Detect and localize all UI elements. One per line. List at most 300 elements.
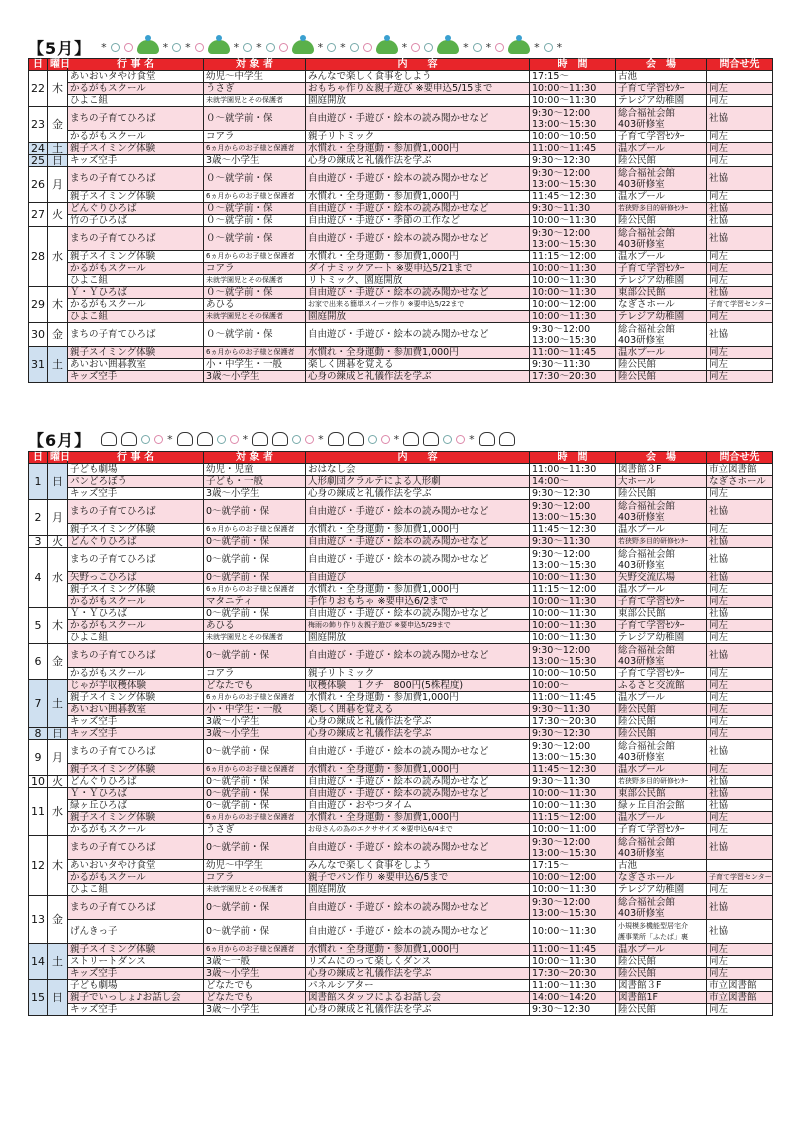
time-cell: 9:30～12:30 — [530, 1004, 616, 1016]
target-cell: ０～就学前・保 — [204, 227, 306, 251]
teru-bozu-icon — [499, 432, 515, 446]
time-cell: 10:00～11:30 — [530, 608, 616, 620]
venue-cell: 子育て学習ｾﾝﾀｰ — [616, 263, 707, 275]
event-name-cell: 親子スイミング体験 — [68, 347, 204, 359]
content-cell: リトミック、園庭開放 — [306, 275, 530, 287]
column-header: 時 間 — [530, 59, 616, 71]
target-cell: 0～就学前・保 — [204, 896, 306, 920]
event-name-cell: まちの子育てひろば — [68, 323, 204, 347]
contact-cell: 市立図書館 — [707, 992, 773, 1004]
table-row — [29, 584, 773, 596]
table-row — [29, 944, 773, 956]
column-header: 問合せ先 — [707, 452, 773, 464]
time-cell: 9:30～12:00 13:00～15:30 — [530, 323, 616, 347]
target-cell: ０～就学前・保 — [204, 167, 306, 191]
target-cell: 3歳～小学生 — [204, 1004, 306, 1016]
contact-cell: 社協 — [707, 500, 773, 524]
event-name-cell: 親子スイミング体験 — [68, 524, 204, 536]
time-cell: 9:30～12:30 — [530, 728, 616, 740]
content-cell: 水慣れ・全身運動・参加費1,000円 — [306, 251, 530, 263]
contact-cell: 社協 — [707, 323, 773, 347]
table-row — [29, 956, 773, 968]
time-cell: 9:30～11:30 — [530, 536, 616, 548]
content-cell: 水慣れ・全身運動・参加費1,000円 — [306, 944, 530, 956]
contact-cell: 同左 — [707, 311, 773, 323]
time-cell: 11:45～12:30 — [530, 764, 616, 776]
table-row — [29, 488, 773, 500]
event-name-cell: パンどろぼう — [68, 476, 204, 488]
venue-cell: 若狭野多目的研修ｾﾝﾀｰ — [616, 776, 707, 788]
content-cell: 親子リトミック — [306, 131, 530, 143]
event-name-cell: まちの子育てひろば — [68, 227, 204, 251]
day-cell: 23 — [29, 107, 48, 143]
target-cell: 6ヵ月からのお子様と保護者 — [204, 764, 306, 776]
day-cell: 24 — [29, 143, 48, 155]
event-name-cell: キッズ空手 — [68, 371, 204, 383]
target-cell: コアラ — [204, 872, 306, 884]
time-cell: 10:00～11:30 — [530, 632, 616, 644]
table-row — [29, 776, 773, 788]
venue-cell: 子育て学習ｾﾝﾀｰ — [616, 668, 707, 680]
content-cell: 自由遊び・手遊び・絵本の読み聞かせなど — [306, 836, 530, 860]
venue-cell: 古池 — [616, 71, 707, 83]
event-name-cell: キッズ空手 — [68, 1004, 204, 1016]
content-cell: 親子リトミック — [306, 668, 530, 680]
target-cell: 3歳～小学生 — [204, 968, 306, 980]
event-name-cell: Ｙ・Ｙひろば — [68, 608, 204, 620]
target-cell: 未就学園児とその保護者 — [204, 311, 306, 323]
event-name-cell: かるがもスクール — [68, 620, 204, 632]
table-row — [29, 764, 773, 776]
event-name-cell: かるがもスクール — [68, 596, 204, 608]
content-cell: 自由遊び・手遊び・絵本の読み聞かせなど — [306, 227, 530, 251]
kappa-icon — [292, 40, 314, 54]
weekday-cell: 日 — [48, 155, 68, 167]
target-cell: 6ヵ月からのお子様と保護者 — [204, 524, 306, 536]
event-name-cell: Ｙ・Ｙひろば — [68, 788, 204, 800]
time-cell: 9:30～12:00 13:00～15:30 — [530, 836, 616, 860]
content-cell: 自由遊び・手遊び・絵本の読み聞かせなど — [306, 644, 530, 668]
table-row — [29, 83, 773, 95]
target-cell: 0～就学前・保 — [204, 788, 306, 800]
contact-cell: 同左 — [707, 347, 773, 359]
weekday-cell: 土 — [48, 143, 68, 155]
teru-bozu-icon — [479, 432, 495, 446]
venue-cell: 陸公民館 — [616, 716, 707, 728]
table-row — [29, 836, 773, 860]
table-row — [29, 704, 773, 716]
content-cell: 水慣れ・全身運動・参加費1,000円 — [306, 764, 530, 776]
content-cell: 自由遊び・手遊び・絵本の読み聞かせなど — [306, 536, 530, 548]
weekday-cell: 火 — [48, 776, 68, 788]
weekday-cell: 月 — [48, 740, 68, 776]
target-cell: 6ヵ月からのお子様と保護者 — [204, 812, 306, 824]
content-cell: 自由遊び・手遊び・絵本の読み聞かせなど — [306, 608, 530, 620]
column-header: 内 容 — [306, 59, 530, 71]
time-cell: 17:15～ — [530, 860, 616, 872]
venue-cell: 総合福祉会館 403研修室 — [616, 323, 707, 347]
contact-cell: 同左 — [707, 371, 773, 383]
day-cell: 29 — [29, 287, 48, 323]
event-name-cell: 親子スイミング体験 — [68, 251, 204, 263]
content-cell: 心身の練成と礼儀作法を学ぶ — [306, 728, 530, 740]
venue-cell: 古池 — [616, 860, 707, 872]
table-row — [29, 860, 773, 872]
contact-cell: 社協 — [707, 836, 773, 860]
event-name-cell: かるがもスクール — [68, 83, 204, 95]
venue-cell: 総合福祉会館 403研修室 — [616, 167, 707, 191]
event-name-cell: かるがもスクール — [68, 131, 204, 143]
target-cell: どなたでも — [204, 980, 306, 992]
venue-cell: 矢野交流広場 — [616, 572, 707, 584]
time-cell: 9:30～12:00 13:00～15:30 — [530, 896, 616, 920]
table-row — [29, 95, 773, 107]
event-name-cell: どんぐりひろば — [68, 203, 204, 215]
contact-cell: 同左 — [707, 251, 773, 263]
table-row — [29, 800, 773, 812]
table-row — [29, 536, 773, 548]
venue-cell: 子育て学習ｾﾝﾀｰ — [616, 83, 707, 95]
event-name-cell: ストリートダンス — [68, 956, 204, 968]
time-cell: 9:30～12:00 13:00～15:30 — [530, 227, 616, 251]
target-cell: ０～就学前・保 — [204, 107, 306, 131]
event-name-cell: キッズ空手 — [68, 155, 204, 167]
june-schedule-table — [28, 451, 773, 1016]
teru-bozu-icon — [423, 432, 439, 446]
venue-cell: 温水プール — [616, 251, 707, 263]
table-row — [29, 608, 773, 620]
content-cell: 園庭開放 — [306, 311, 530, 323]
day-cell: 6 — [29, 644, 48, 680]
event-name-cell: かるがもスクール — [68, 824, 204, 836]
contact-cell: 社協 — [707, 740, 773, 764]
contact-cell — [707, 71, 773, 83]
content-cell: 水慣れ・全身運動・参加費1,000円 — [306, 692, 530, 704]
table-row — [29, 167, 773, 191]
time-cell: 17:30～20:30 — [530, 716, 616, 728]
time-cell: 17:30～20:30 — [530, 371, 616, 383]
venue-cell: 温水プール — [616, 584, 707, 596]
event-name-cell: げんきっ子 — [68, 920, 204, 944]
target-cell: 未就学園児とその保護者 — [204, 632, 306, 644]
target-cell: 小・中学生・一般 — [204, 704, 306, 716]
weekday-cell: 火 — [48, 536, 68, 548]
event-name-cell: あいおい囲碁教室 — [68, 359, 204, 371]
table-row — [29, 884, 773, 896]
content-cell: 自由遊び・手遊び・絵本の読み聞かせなど — [306, 107, 530, 131]
contact-cell: 同左 — [707, 692, 773, 704]
table-row — [29, 476, 773, 488]
venue-cell: 総合福祉会館 403研修室 — [616, 227, 707, 251]
content-cell: 園庭開放 — [306, 95, 530, 107]
weekday-cell: 金 — [48, 323, 68, 347]
time-cell: 10:00～12:00 — [530, 299, 616, 311]
contact-cell: 同左 — [707, 824, 773, 836]
contact-cell: 同左 — [707, 524, 773, 536]
content-cell: パネルシアター — [306, 980, 530, 992]
contact-cell: 社協 — [707, 107, 773, 131]
day-cell: 14 — [29, 944, 48, 980]
target-cell: 未就学園児とその保護者 — [204, 95, 306, 107]
weekday-cell: 金 — [48, 107, 68, 143]
contact-cell: 社協 — [707, 572, 773, 584]
weekday-cell: 日 — [48, 728, 68, 740]
content-cell: おもちゃ作り＆親子遊び ※要申込5/15まで — [306, 83, 530, 95]
day-cell: 31 — [29, 347, 48, 383]
time-cell: 11:00～11:30 — [530, 464, 616, 476]
venue-cell: 子育て学習ｾﾝﾀｰ — [616, 824, 707, 836]
venue-cell: 図書館３F — [616, 464, 707, 476]
target-cell: ０～就学前・保 — [204, 323, 306, 347]
table-row — [29, 728, 773, 740]
weekday-cell: 土 — [48, 347, 68, 383]
time-cell: 14:00～14:20 — [530, 992, 616, 1004]
event-name-cell: まちの子育てひろば — [68, 500, 204, 524]
teru-bozu-icon — [403, 432, 419, 446]
venue-cell: 総合福祉会館 403研修室 — [616, 548, 707, 572]
target-cell: 6ヵ月からのお子様と保護者 — [204, 944, 306, 956]
contact-cell: 同左 — [707, 884, 773, 896]
event-name-cell: まちの子育てひろば — [68, 644, 204, 668]
content-cell: 手作りおもちゃ ※要申込6/2まで — [306, 596, 530, 608]
event-name-cell: ひよこ組 — [68, 884, 204, 896]
event-name-cell: ひよこ組 — [68, 275, 204, 287]
time-cell: 9:30～12:00 13:00～15:30 — [530, 107, 616, 131]
column-header: 時 間 — [530, 452, 616, 464]
column-header: 対 象 者 — [204, 59, 306, 71]
weekday-cell: 月 — [48, 500, 68, 536]
target-cell: 幼児・児童 — [204, 464, 306, 476]
content-cell: 自由遊び・手遊び・絵本の読み聞かせなど — [306, 896, 530, 920]
venue-cell: 陸公民館 — [616, 155, 707, 167]
target-cell: 幼児～中学生 — [204, 860, 306, 872]
target-cell: 3歳～小学生 — [204, 488, 306, 500]
time-cell: 10:00～11:30 — [530, 311, 616, 323]
contact-cell: 同左 — [707, 155, 773, 167]
venue-cell: テレジア幼稚園 — [616, 632, 707, 644]
event-name-cell: かるがもスクール — [68, 263, 204, 275]
venue-cell: 総合福祉会館 403研修室 — [616, 644, 707, 668]
contact-cell: 同左 — [707, 632, 773, 644]
content-cell: 梅雨の飾り作り＆親子遊び ※要申込5/29まで — [306, 620, 530, 632]
venue-cell: 温水プール — [616, 692, 707, 704]
target-cell: 6ヵ月からのお子様と保護者 — [204, 191, 306, 203]
target-cell: 0～就学前・保 — [204, 644, 306, 668]
target-cell: ０～就学前・保 — [204, 287, 306, 299]
event-name-cell: 親子スイミング体験 — [68, 764, 204, 776]
content-cell: 心身の練成と礼儀作法を学ぶ — [306, 371, 530, 383]
target-cell: 6ヵ月からのお子様と保護者 — [204, 251, 306, 263]
time-cell: 11:00～11:45 — [530, 347, 616, 359]
contact-cell: 同左 — [707, 812, 773, 824]
venue-cell: 総合福祉会館 403研修室 — [616, 740, 707, 764]
column-header: 会 場 — [616, 59, 707, 71]
time-cell: 10:00～11:30 — [530, 263, 616, 275]
content-cell: 水慣れ・全身運動・参加費1,000円 — [306, 143, 530, 155]
day-cell: 8 — [29, 728, 48, 740]
event-name-cell: あいおいタやけ食堂 — [68, 71, 204, 83]
table-row — [29, 191, 773, 203]
kappa-icon — [437, 40, 459, 54]
content-cell: 心身の練成と礼儀作法を学ぶ — [306, 1004, 530, 1016]
day-cell: 5 — [29, 608, 48, 644]
target-cell: 6ヵ月からのお子様と保護者 — [204, 143, 306, 155]
event-name-cell: まちの子育てひろば — [68, 740, 204, 764]
contact-cell: 同左 — [707, 143, 773, 155]
time-cell: 10:00～11:30 — [530, 83, 616, 95]
venue-cell: 東部公民館 — [616, 287, 707, 299]
table-row — [29, 668, 773, 680]
event-name-cell: まちの子育てひろば — [68, 107, 204, 131]
day-cell: 12 — [29, 836, 48, 896]
time-cell: 10:00～11:30 — [530, 920, 616, 944]
may-decoration: * * * * * * * * * * * * — [101, 40, 563, 54]
content-cell: 図書館スタッフによるお話し会 — [306, 992, 530, 1004]
time-cell: 9:30～12:30 — [530, 155, 616, 167]
contact-cell: 同左 — [707, 263, 773, 275]
table-row — [29, 692, 773, 704]
table-row — [29, 464, 773, 476]
table-row — [29, 215, 773, 227]
venue-cell: 陸公民館 — [616, 359, 707, 371]
kappa-icon — [137, 40, 159, 54]
table-row — [29, 107, 773, 131]
teru-bozu-icon — [252, 432, 268, 446]
table-row — [29, 347, 773, 359]
contact-cell — [707, 860, 773, 872]
table-row — [29, 716, 773, 728]
venue-cell: 陸公民館 — [616, 1004, 707, 1016]
venue-cell: テレジア幼稚園 — [616, 95, 707, 107]
contact-cell: 社協 — [707, 776, 773, 788]
venue-cell: 温水プール — [616, 812, 707, 824]
event-name-cell: かるがもスクール — [68, 299, 204, 311]
time-cell: 9:30～11:30 — [530, 776, 616, 788]
venue-cell: ふるさと交流館 — [616, 680, 707, 692]
venue-cell: 緑ヶ丘自治会館 — [616, 800, 707, 812]
target-cell: ０～就学前・保 — [204, 203, 306, 215]
column-header: 行 事 名 — [68, 452, 204, 464]
june-header — [28, 428, 515, 450]
venue-cell: テレジア幼稚園 — [616, 311, 707, 323]
weekday-cell: 水 — [48, 788, 68, 836]
weekday-cell: 木 — [48, 836, 68, 896]
venue-cell: 大ホール — [616, 476, 707, 488]
venue-cell: 陸公民館 — [616, 956, 707, 968]
event-name-cell: まちの子育てひろば — [68, 836, 204, 860]
content-cell: リズムにのって楽しくダンス — [306, 956, 530, 968]
time-cell: 9:30～12:30 — [530, 488, 616, 500]
time-cell: 10:00～11:30 — [530, 884, 616, 896]
target-cell: 未就学園児とその保護者 — [204, 275, 306, 287]
table-row — [29, 980, 773, 992]
time-cell: 10:00～11:30 — [530, 572, 616, 584]
contact-cell: 子育て学習センター — [707, 872, 773, 884]
time-cell: 10:00～11:30 — [530, 956, 616, 968]
contact-cell: 社協 — [707, 536, 773, 548]
column-header: 曜日 — [48, 59, 68, 71]
time-cell: 9:30～12:00 13:00～15:30 — [530, 644, 616, 668]
time-cell: 10:00～ — [530, 680, 616, 692]
content-cell: 自由遊び・手遊び・季節の工作など — [306, 215, 530, 227]
time-cell: 11:15～12:00 — [530, 584, 616, 596]
table-row — [29, 299, 773, 311]
event-name-cell: 竹の子ひろば — [68, 215, 204, 227]
day-cell: 15 — [29, 980, 48, 1016]
weekday-cell: 土 — [48, 680, 68, 728]
content-cell: 園庭開放 — [306, 632, 530, 644]
day-cell: 10 — [29, 776, 48, 788]
table-row — [29, 71, 773, 83]
target-cell: あひる — [204, 620, 306, 632]
target-cell: 幼児～中学生 — [204, 71, 306, 83]
event-name-cell: かるがもスクール — [68, 668, 204, 680]
may-header — [28, 36, 562, 58]
table-row — [29, 371, 773, 383]
content-cell: 水慣れ・全身運動・参加費1,000円 — [306, 191, 530, 203]
content-cell: 自由遊び・手遊び・絵本の読み聞かせなど — [306, 167, 530, 191]
time-cell: 10:00～11:30 — [530, 275, 616, 287]
event-name-cell: 親子スイミング体験 — [68, 692, 204, 704]
june-decoration: * * * * * — [101, 432, 515, 446]
table-row — [29, 812, 773, 824]
content-cell: 園庭開放 — [306, 884, 530, 896]
weekday-cell: 水 — [48, 548, 68, 608]
day-cell: 7 — [29, 680, 48, 728]
teru-bozu-icon — [272, 432, 288, 446]
contact-cell: 同左 — [707, 584, 773, 596]
event-name-cell: 親子スイミング体験 — [68, 812, 204, 824]
teru-bozu-icon — [101, 432, 117, 446]
target-cell: うさぎ — [204, 83, 306, 95]
table-row — [29, 992, 773, 1004]
time-cell: 11:00～11:45 — [530, 143, 616, 155]
event-name-cell: まちの子育てひろば — [68, 548, 204, 572]
venue-cell: 温水プール — [616, 944, 707, 956]
contact-cell: 同左 — [707, 728, 773, 740]
event-name-cell: まちの子育てひろば — [68, 167, 204, 191]
time-cell: 10:00～11:30 — [530, 788, 616, 800]
target-cell: 0～就学前・保 — [204, 500, 306, 524]
venue-cell: 温水プール — [616, 347, 707, 359]
event-name-cell: ひよこ組 — [68, 95, 204, 107]
target-cell: 3歳～小学生 — [204, 728, 306, 740]
contact-cell: 社協 — [707, 548, 773, 572]
content-cell: 水慣れ・全身運動・参加費1,000円 — [306, 812, 530, 824]
contact-cell: 同左 — [707, 488, 773, 500]
day-cell: 11 — [29, 788, 48, 836]
target-cell: 0～就学前・保 — [204, 608, 306, 620]
table-row — [29, 644, 773, 668]
contact-cell: 同左 — [707, 668, 773, 680]
target-cell: 未就学園児とその保護者 — [204, 884, 306, 896]
content-cell: 自由遊び・手遊び・絵本の読み聞かせなど — [306, 548, 530, 572]
event-name-cell: 子ども劇場 — [68, 464, 204, 476]
target-cell: どなたでも — [204, 992, 306, 1004]
event-name-cell: 子ども劇場 — [68, 980, 204, 992]
contact-cell: 社協 — [707, 227, 773, 251]
target-cell: あひる — [204, 299, 306, 311]
may-title: 【5月】 — [28, 38, 92, 58]
contact-cell: 同左 — [707, 680, 773, 692]
content-cell: お家で出来る簡単スイーツ作り ※要申込5/22まで — [306, 299, 530, 311]
contact-cell: 社協 — [707, 920, 773, 944]
time-cell: 9:30～11:30 — [530, 359, 616, 371]
contact-cell: 市立図書館 — [707, 980, 773, 992]
table-row — [29, 872, 773, 884]
contact-cell: 同左 — [707, 956, 773, 968]
event-name-cell: どんぐりひろば — [68, 536, 204, 548]
